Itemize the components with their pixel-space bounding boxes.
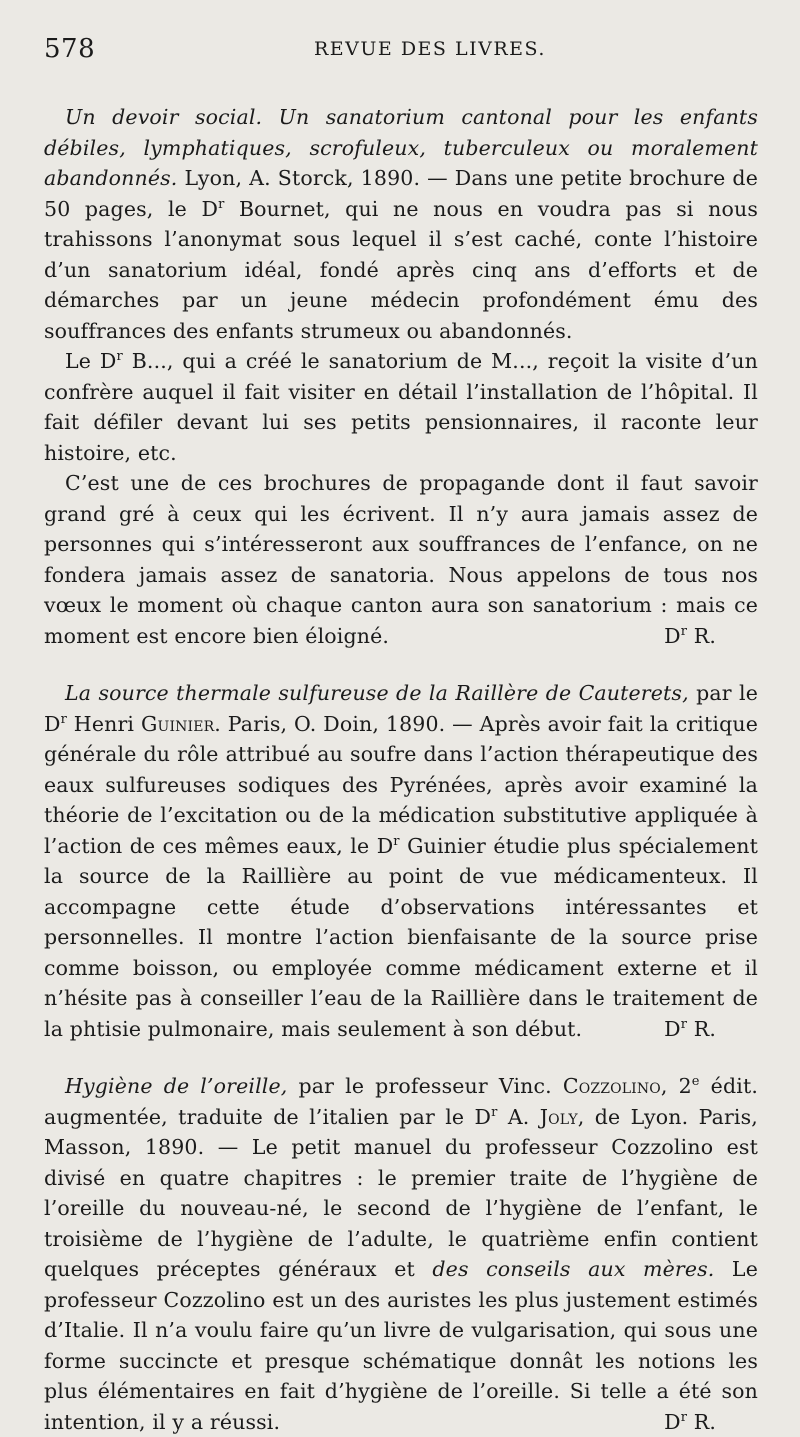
reviewer-signature [643,1014,758,1045]
italic-phrase: des conseils aux mères. [432,1257,714,1281]
signature-superscript: r [681,624,687,639]
edition-superscript: e [692,1074,700,1089]
review-paragraph [44,1071,758,1437]
review-3 [44,1071,758,1437]
author-name: Guinier [141,712,214,736]
review-text: , de Lyon. Paris, Masson, 1890. — Le petit manuel du professeur Cozzolino est divisé en quatre chapitres : le premier traite de l’hygiène de l’oreille du nouveau-né, le second de l’hygiène de l’enfant, le troisième de l’hygiène de l’adulte, le quatrième enfin contient quelques préceptes généraux et [44,1105,758,1282]
review-2 [44,678,758,1044]
review-1 [44,102,758,651]
signature-superscript: r [681,1410,687,1425]
reviewer-signature [643,621,758,652]
review-text: , 2 [661,1074,692,1098]
review-text: Henri [67,712,141,736]
translator-name: Joly [540,1105,578,1129]
signature-text: D [664,1017,681,1041]
signature-text: R. [687,1410,716,1434]
running-title: REVUE DES LIVRES. [314,38,546,60]
page-number: 578 [44,34,95,64]
author-name: Cozzolino [563,1074,661,1098]
abbrev-superscript: r [491,1105,497,1120]
review-text: Guinier étudie plus spécialement la source de la Raillière au point de vue médicamenteux. Il accompagne cette étude d’observations intéressantes et personnelles. Il montre l’action bienfaisante de la source prise comme boisson, ou employée comme médicament externe et il n’hésite pas à conseiller l’eau de la Raillière dans le traitement de la phtisie pulmonaire, mais seulement à son début. [44,834,758,1041]
review-text: par le D [44,681,758,736]
reviewer-signature [643,1407,758,1437]
review-paragraph [44,102,758,346]
page-header [44,34,758,72]
abbrev-superscript: r [393,834,399,849]
review-paragraph [44,678,758,1044]
review-text: Lyon, A. Storck, 1890. — Dans une petite brochure de 50 pages, le D [44,166,758,221]
signature-text: R. [687,624,716,648]
review-text: Le D [65,349,116,373]
book-title: La source thermale sulfureuse de la Raillère de Cauterets, [65,681,689,705]
signature-superscript: r [681,1017,687,1032]
review-text: . Paris, O. Doin, 1890. — Après avoir fait la critique générale du rôle attribué au soufre dans l’action thérapeutique des eaux sulfureuses sodiques des Pyrénées, après avoir examiné la théorie de l’excitation ou de la médication substitutive appliquée à l’action de ces mêmes eaux, le D [44,712,758,858]
abbrev-superscript: r [116,349,122,364]
review-paragraph [44,468,758,651]
abbrev-superscript: r [61,712,67,727]
review-paragraph [44,346,758,468]
review-text: par le professeur Vinc. [287,1074,562,1098]
review-text: Le professeur Cozzolino est un des auristes les plus justement estimés d’Italie. Il n’a voulu faire qu’un livre de vulgarisation, qui sous une forme succincte et presque schématique donnât les notions les plus élémentaires en fait d’hygiène de l’oreille. Si telle a été son intention, il y a réussi. [44,1257,758,1434]
abbrev-superscript: r [218,197,224,212]
review-text: Bournet, qui ne nous en voudra pas si nous trahissons l’anonymat sous lequel il s’est caché, conte l’histoire d’un sanatorium idéal, fondé après cinq ans d’efforts et de démarches par un jeune médecin profondément ému des souffrances des enfants strumeux ou abandonnés. [44,197,758,343]
signature-text: D [664,1410,681,1434]
signature-text: D [664,624,681,648]
review-text: B..., qui a créé le sanatorium de M..., reçoit la visite d’un confrère auquel il fait visiter en détail l’installation de l’hôpital. Il fait défiler devant lui ses petits pensionnaires, il raconte leur histoire, etc. [44,349,758,465]
book-title: Un devoir social. Un sanatorium cantonal pour les enfants débiles, lymphatiques, scrofuleux, tuberculeux ou moralement abandonnés. [44,105,758,190]
review-text: A. [498,1105,540,1129]
review-text: édit. augmentée, traduite de l’italien par le D [44,1074,758,1129]
review-text: C’est une de ces brochures de propagande dont il faut savoir grand gré à ceux qui les écrivent. Il n’y aura jamais assez de personnes qui s’intéresseront aux souffrances de l’enfance, on ne fondera jamais assez de sanatoria. Nous appelons de tous nos vœux le moment où chaque canton aura son sanatorium : mais ce moment est encore bien éloigné. [44,471,758,648]
book-title: Hygiène de l’oreille, [65,1074,287,1098]
signature-text: R. [687,1017,716,1041]
